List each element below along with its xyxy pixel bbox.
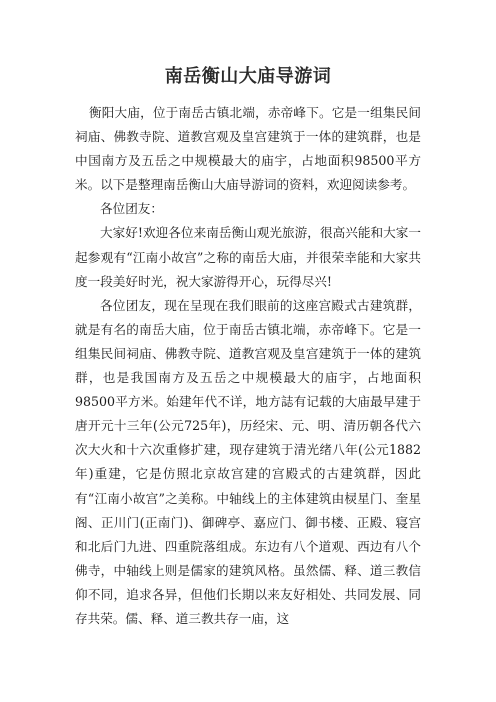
document-body (75, 101, 421, 631)
description-paragraph: 各位团友，现在呈现在我们眼前的这座宫殿式古建筑群，就是有名的南岳大庙，位于南岳古镇北端，赤帝峰下。它是一组集民间祠庙、佛教寺院、道教宫观及皇宫建筑于一体的建筑群，也是我国南方及五岳之中规模最大的庙宇，占地面积98500平方米。始建年代不详，地方誌有记载的大庙最早建于唐开元十三年(公元725年)，历经宋、元、明、清历朝各代六次大火和十六次重修扩建，现存建筑于清光绪八年(公元1882年)重建，它是仿照北京故宫建的宫殿式的古建筑群，因此有“江南小故宫”之美称。中轴线上的主体建筑由棂星门、奎星阁、正川门(正南门)、御碑亭、嘉应门、御书楼、正殿、寝宫和北后门九进、四重院落组成。东边有八个道观、西边有八个佛寺，中轴线上则是儒家的建筑风格。虽然儒、释、道三教信仰不同，追求各异，但他们长期以来友好相处、共同发展、同存共荣。儒、释、道三教共存一庙，这 (75, 297, 421, 626)
welcome-paragraph: 大家好!欢迎各位来南岳衡山观光旅游，很高兴能和大家一起参观有“江南小故宫”之称的南岳大庙，并很荣幸能和大家共度一段美好时光，祝大家游得开心，玩得尽兴! (75, 225, 421, 289)
intro-paragraph: 衡阳大庙，位于南岳古镇北端，赤帝峰下。它是一组集民间祠庙、佛教寺院、道教宫观及皇宫建筑于一体的建筑群，也是中国南方及五岳之中规模最大的庙宇，占地面积98500平方米。以下是整理南岳衡山大庙导游词的资料，欢迎阅读参考。 (75, 105, 421, 193)
document-title: 南岳衡山大庙导游词 (164, 66, 332, 87)
greeting-paragraph: 各位团友： (100, 201, 163, 217)
